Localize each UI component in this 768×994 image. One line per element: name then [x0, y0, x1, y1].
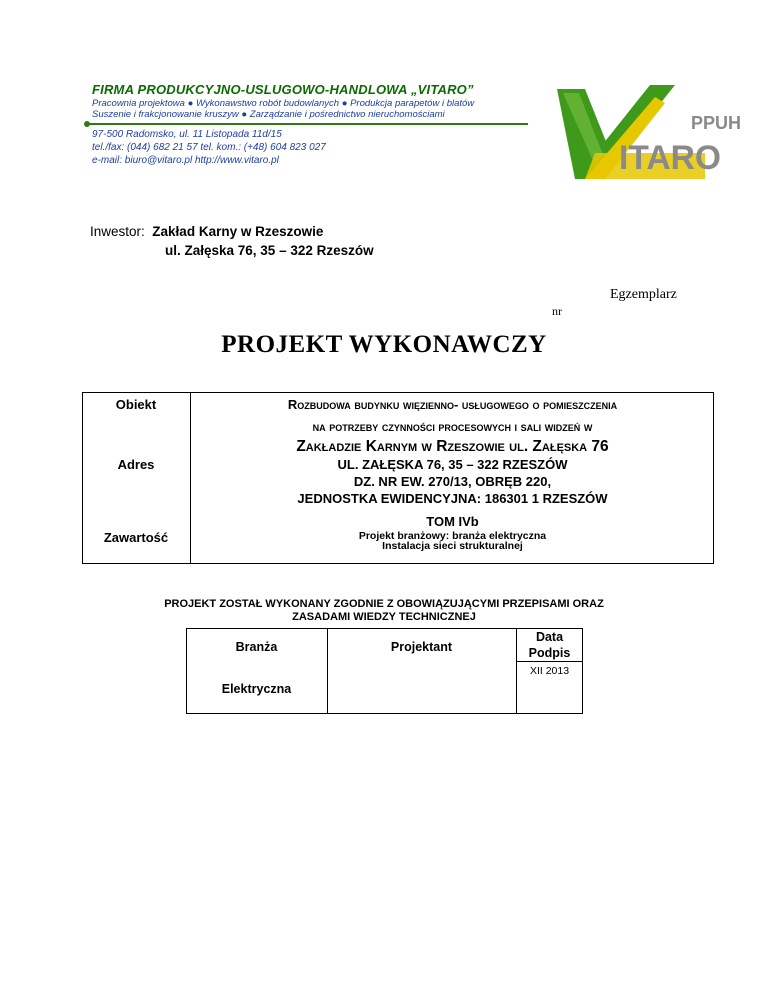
zawartosc-label: Zawartość: [103, 530, 169, 545]
obiekt-line-1: Rozbudowa budynku więzienno- usługowego o pomieszczenia: [287, 397, 618, 412]
col-projektant: Projektant: [390, 640, 453, 654]
date-value: XII 2013: [529, 665, 570, 677]
investor-line: [90, 224, 323, 239]
vitaro-logo: [555, 83, 742, 181]
document-title: PROJEKT WYKONAWCZY: [221, 331, 547, 358]
firm-services-line-1: Pracownia projektowa ● Wykonawstwo robót budowlanych ● Produkcja parapetów i blatów: [92, 98, 475, 109]
obiekt-label: Obiekt: [115, 397, 157, 412]
branza-value: Elektryczna: [221, 682, 292, 696]
investor-name: Zakład Karny w Rzeszowie: [152, 224, 324, 239]
copy-label: Egzemplarz: [610, 287, 677, 302]
branch-project: Projekt branżowy: branża elektryczna: [358, 530, 547, 542]
adres-label: Adres: [117, 457, 155, 472]
adres-line-2: DZ. NR EW. 270/13, OBRĘB 220,: [353, 474, 552, 489]
col-data: Data: [535, 630, 564, 644]
signature-table-date-rule: [516, 661, 583, 662]
statement-line-1: PROJEKT ZOSTAŁ WYKONANY ZGODNIE Z OBOWIĄZUJĄCYMI PRZEPISAMI ORAZ: [164, 598, 604, 610]
installation: Instalacja sieci strukturalnej: [382, 540, 523, 552]
investor-address: ul. Załęska 76, 35 – 322 Rzeszów: [165, 243, 374, 258]
firm-name: FIRMA PRODUKCYJNO-USLUGOWO-HANDLOWA „VITARO”: [92, 82, 474, 97]
copy-nr: nr: [552, 304, 562, 318]
obiekt-line-2: na potrzeby czynności procesowych i sali widzeń w: [312, 419, 593, 434]
firm-address: 97-500 Radomsko, ul. 11 Listopada 11d/15: [92, 129, 282, 140]
obiekt-line-3: Zakładzie Karnym w Rzeszowie ul. Załęska 76: [296, 438, 609, 455]
header-rule: [86, 123, 528, 125]
col-podpis: Podpis: [528, 646, 571, 660]
firm-web: e-mail: biuro@vitaro.pl http://www.vitaro.pl: [92, 155, 279, 166]
investor-label: Inwestor:: [90, 224, 145, 239]
tom-label: TOM IVb: [426, 514, 479, 529]
logo-text-top: PPUH: [691, 113, 742, 133]
logo-text-main: ITARO: [619, 139, 721, 177]
firm-services-line-2: Suszenie i frakcjonowanie kruszyw ● Zarządzanie i pośrednictwo nieruchomościami: [92, 109, 445, 120]
adres-line-1: UL. ZAŁĘSKA 76, 35 – 322 RZESZÓW: [337, 457, 568, 472]
statement-line-2: ZASADAMI WIEDZY TECHNICZNEJ: [292, 611, 476, 623]
adres-line-3: JEDNOSTKA EWIDENCYJNA: 186301 1 RZESZÓW: [297, 491, 608, 506]
col-branza: Branża: [235, 640, 278, 654]
firm-phones: tel./fax: (044) 682 21 57 tel. kom.: (+48) 604 823 027: [92, 142, 326, 153]
